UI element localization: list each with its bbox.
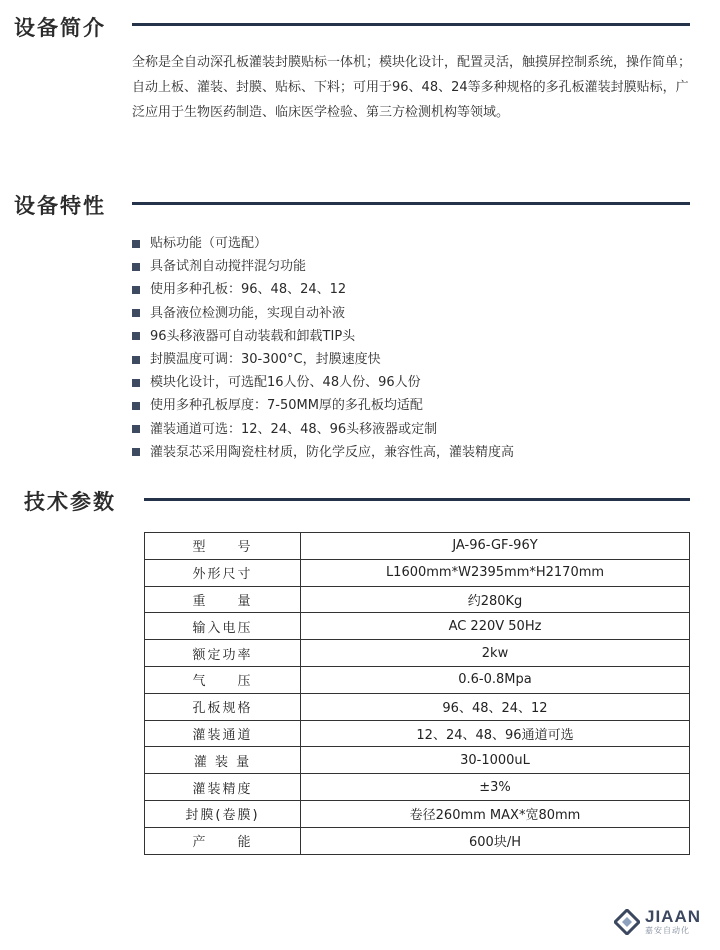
spec-value: JA-96-GF-96Y bbox=[301, 533, 690, 560]
intro-paragraph: 全称是全自动深孔板灌装封膜贴标一体机；模块化设计，配置灵活，触摸屏控制系统，操作简单；自动上板、灌装、封膜、贴标、下料；可用于96、48、24等多种规格的多孔板灌装封膜贴标，广泛应用于生物医药制造、临床医学检验、第三方检测机构等领域。 bbox=[132, 55, 692, 120]
spec-value: L1600mm*W2395mm*H2170mm bbox=[301, 559, 690, 586]
specs-section-divider bbox=[144, 498, 690, 501]
spec-label: 灌装精度 bbox=[145, 774, 301, 801]
spec-label: 输入电压 bbox=[145, 613, 301, 640]
feature-item bbox=[132, 302, 514, 325]
spec-label: 灌装通道 bbox=[145, 720, 301, 747]
feature-text: 封膜温度可调：30-300°C，封膜速度快 bbox=[150, 351, 381, 367]
feature-text: 灌装泵芯采用陶瓷柱材质，防化学反应，兼容性高，灌装精度高 bbox=[150, 444, 515, 460]
feature-item bbox=[132, 441, 514, 464]
spec-label: 灌 装 量 bbox=[145, 747, 301, 774]
spec-value: 2kw bbox=[301, 640, 690, 667]
spec-value: 96、48、24、12 bbox=[301, 693, 690, 720]
feature-text: 具备液位检测功能，实现自动补液 bbox=[150, 305, 346, 321]
square-bullet-icon bbox=[132, 286, 140, 294]
feature-text: 贴标功能（可选配） bbox=[150, 236, 268, 251]
spec-value: 约280Kg bbox=[301, 586, 690, 613]
spec-label: 气 压 bbox=[145, 666, 301, 693]
spec-label: 额定功率 bbox=[145, 640, 301, 667]
spec-value: 卷径260mm MAX*宽80mm bbox=[301, 800, 690, 827]
feature-item bbox=[132, 418, 514, 441]
diamond-logo-icon bbox=[614, 909, 640, 935]
spec-row bbox=[145, 720, 690, 747]
spec-row bbox=[145, 640, 690, 667]
spec-value: 0.6-0.8Mpa bbox=[301, 666, 690, 693]
spec-row bbox=[145, 747, 690, 774]
spec-value: AC 220V 50Hz bbox=[301, 613, 690, 640]
intro-section-title: 设备简介 bbox=[14, 16, 106, 40]
feature-text: 模块化设计，可选配16人份、48人份、96人份 bbox=[150, 375, 421, 391]
spec-row bbox=[145, 666, 690, 693]
feature-item bbox=[132, 348, 514, 371]
spec-value: 30-1000uL bbox=[301, 747, 690, 774]
spec-label: 孔板规格 bbox=[145, 693, 301, 720]
square-bullet-icon bbox=[132, 379, 140, 387]
square-bullet-icon bbox=[132, 332, 140, 340]
feature-list bbox=[132, 232, 514, 464]
features-section-title: 设备特性 bbox=[14, 194, 106, 218]
spec-row bbox=[145, 559, 690, 586]
feature-item bbox=[132, 278, 514, 301]
spec-row bbox=[145, 827, 690, 854]
square-bullet-icon bbox=[132, 425, 140, 433]
spec-value: 12、24、48、96通道可选 bbox=[301, 720, 690, 747]
square-bullet-icon bbox=[132, 263, 140, 271]
square-bullet-icon bbox=[132, 402, 140, 410]
spec-label: 产 能 bbox=[145, 827, 301, 854]
feature-text: 灌装通道可选：12、24、48、96头移液器或定制 bbox=[150, 421, 438, 437]
feature-text: 使用多种孔板厚度：7-50MM厚的多孔板均适配 bbox=[150, 398, 423, 414]
feature-item bbox=[132, 325, 514, 348]
logo-subtitle: 嘉安自动化 bbox=[645, 926, 690, 935]
spec-row bbox=[145, 774, 690, 801]
square-bullet-icon bbox=[132, 240, 140, 248]
spec-label: 重 量 bbox=[145, 586, 301, 613]
square-bullet-icon bbox=[132, 356, 140, 364]
spec-label: 型 号 bbox=[145, 533, 301, 560]
company-logo bbox=[614, 908, 701, 936]
spec-value: 600块/H bbox=[301, 827, 690, 854]
feature-text: 具备试剂自动搅拌混匀功能 bbox=[150, 259, 307, 275]
feature-item bbox=[132, 232, 514, 255]
spec-row bbox=[145, 533, 690, 560]
intro-section-divider bbox=[132, 23, 690, 26]
spec-label: 封膜(卷膜) bbox=[145, 800, 301, 827]
spec-table bbox=[144, 532, 690, 855]
feature-item bbox=[132, 255, 514, 278]
feature-item bbox=[132, 394, 514, 417]
logo-text bbox=[645, 908, 701, 936]
specs-section-title: 技术参数 bbox=[24, 490, 116, 514]
spec-row bbox=[145, 586, 690, 613]
spec-label: 外形尺寸 bbox=[145, 559, 301, 586]
square-bullet-icon bbox=[132, 309, 140, 317]
feature-text: 使用多种孔板：96、48、24、12 bbox=[150, 282, 347, 298]
features-section-divider bbox=[132, 202, 690, 205]
square-bullet-icon bbox=[132, 448, 140, 456]
spec-row bbox=[145, 613, 690, 640]
feature-item bbox=[132, 371, 514, 394]
spec-row bbox=[145, 693, 690, 720]
spec-row bbox=[145, 800, 690, 827]
feature-text: 96头移液器可自动装载和卸载TIP头 bbox=[150, 328, 356, 344]
spec-value: ±3% bbox=[301, 774, 690, 801]
logo-name: JIAAN bbox=[645, 907, 702, 926]
